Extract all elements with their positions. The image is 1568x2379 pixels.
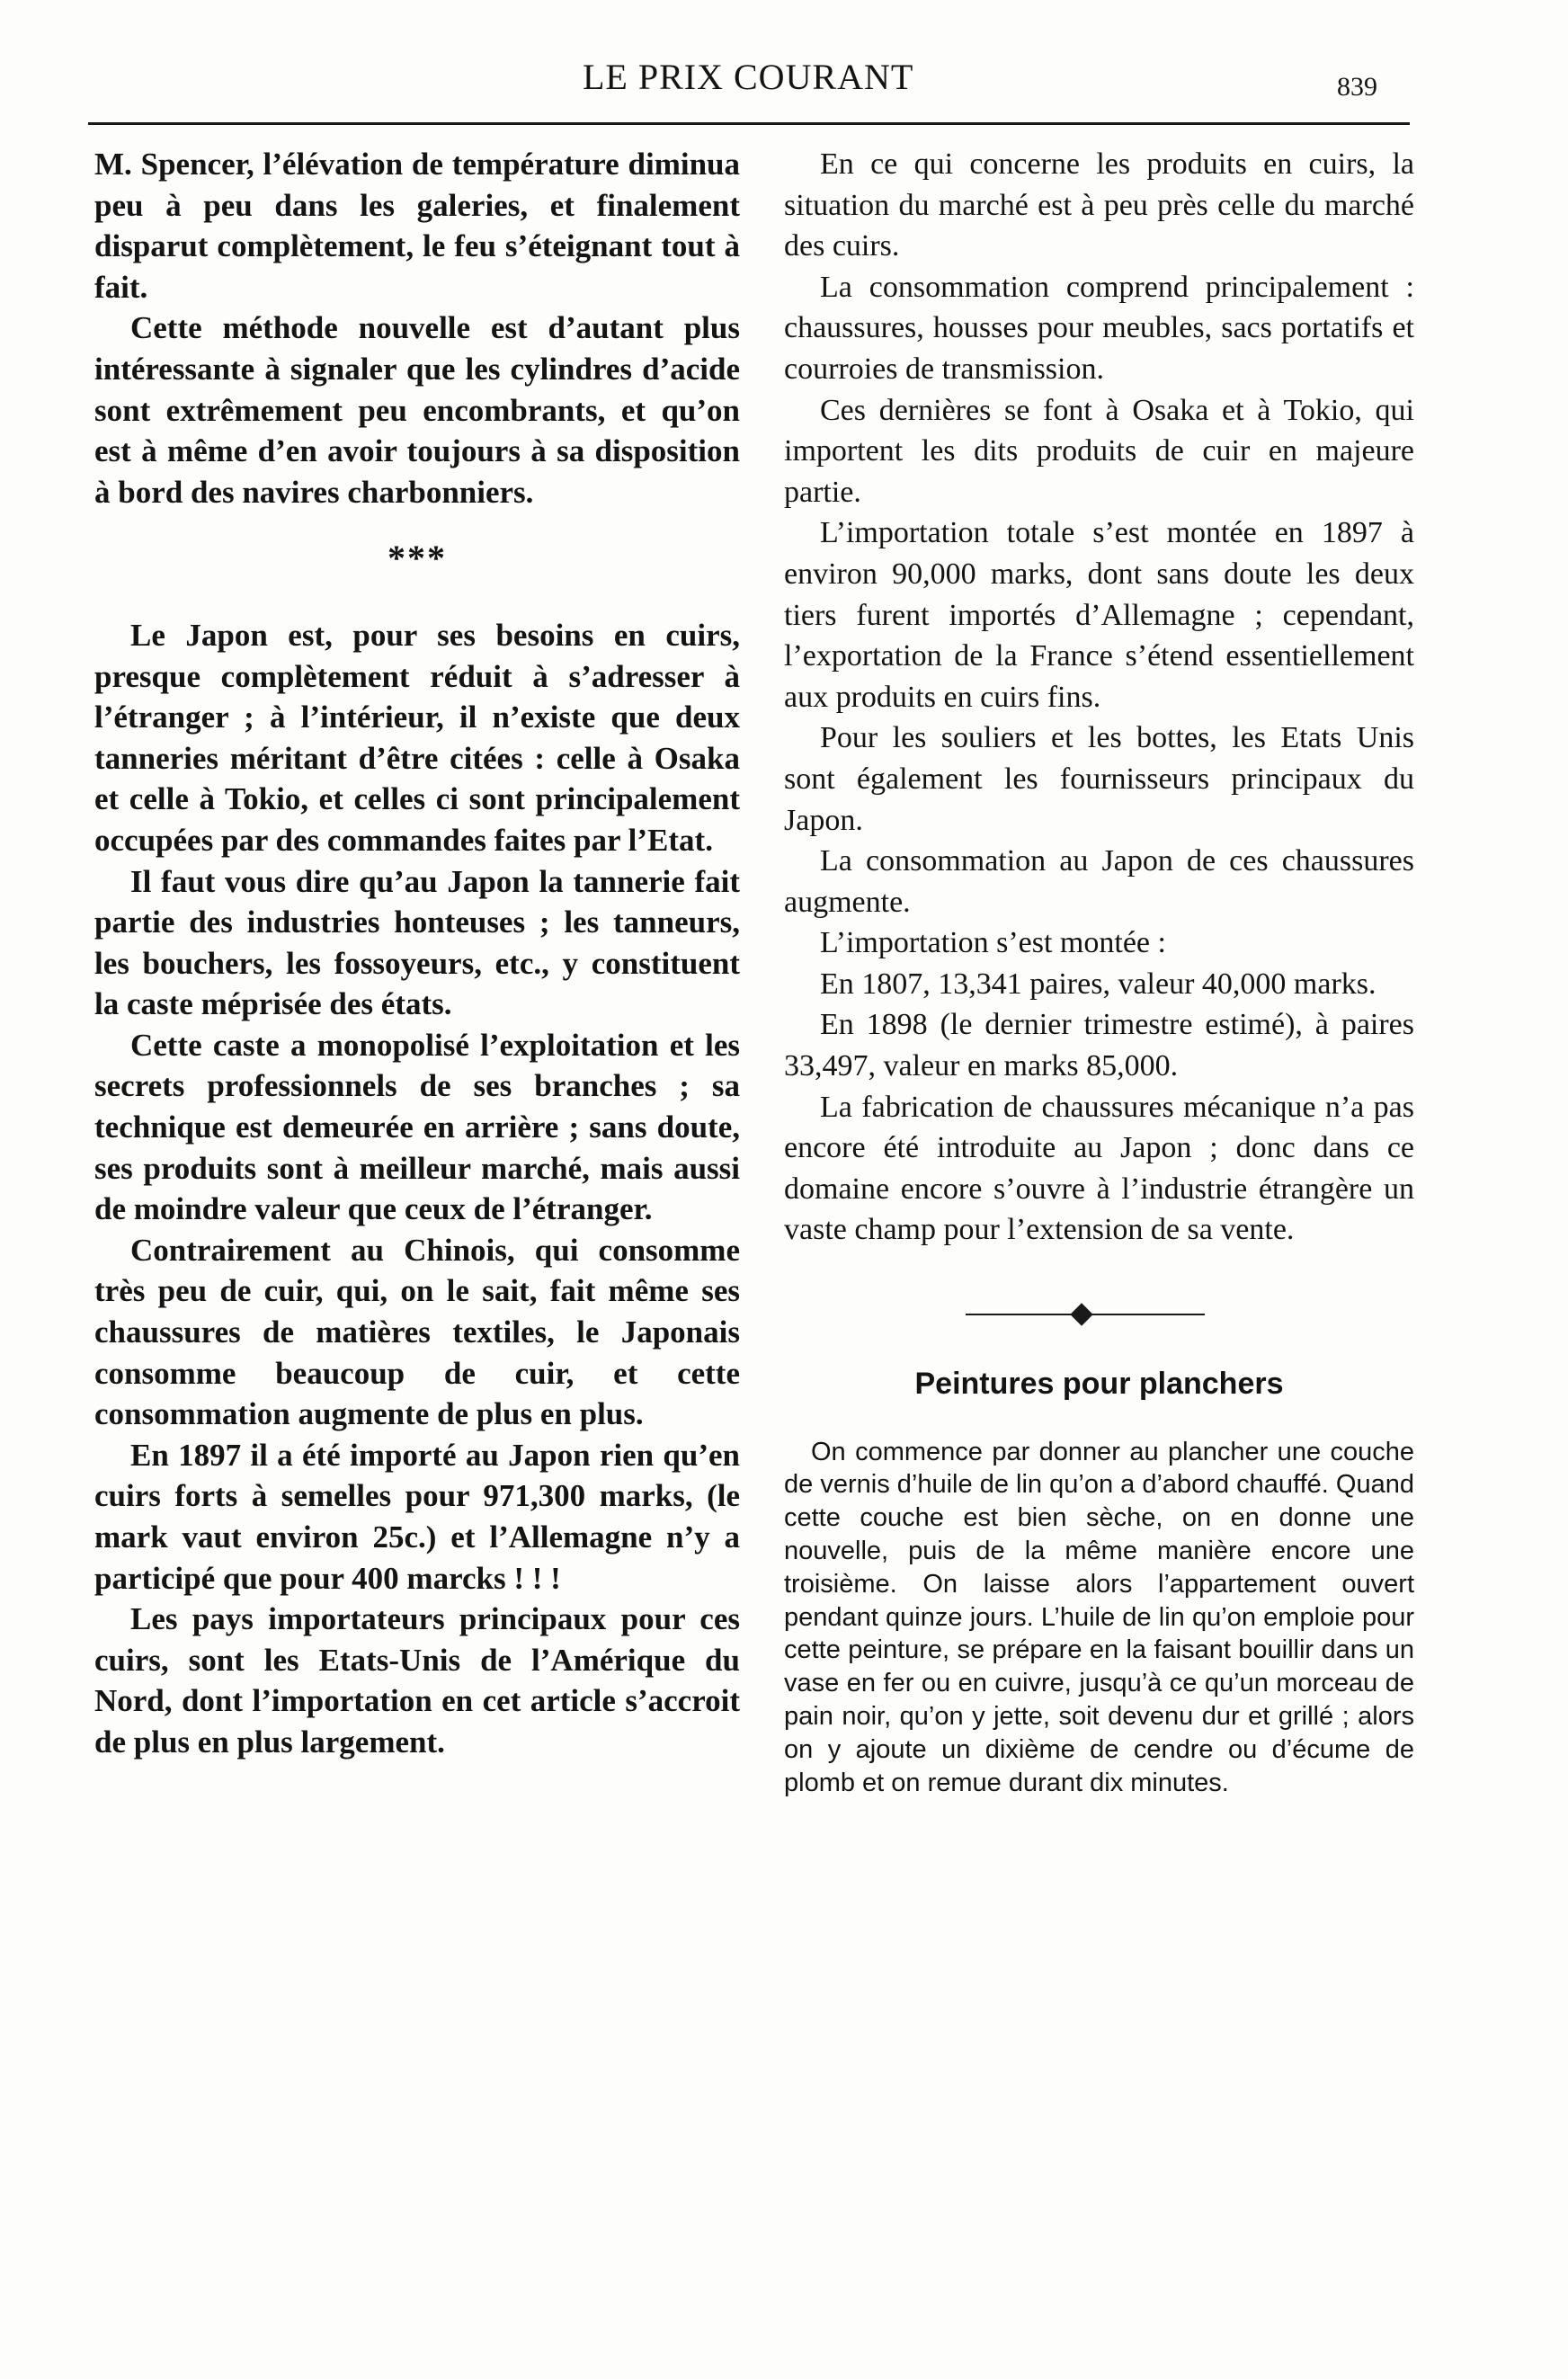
paragraph: Les pays importateurs principaux pour ces cuirs, sont les Etats-Unis de l’Amérique du Nord, dont l’importation en cet article s’accroit de plus en plus largement.	[94, 1601, 740, 1760]
asterism-divider: ***	[388, 538, 447, 579]
paragraph: Cette caste a monopolisé l’exploitation et les secrets professionnels de ses branches ; sa technique est demeurée en arrière ; sans doute, ses produits sont à meilleur marché, mais aussi de moindre valeur que ceux de l’étranger.	[94, 1027, 740, 1227]
paragraph: L’importation s’est montée :	[820, 926, 1166, 960]
paragraph: Le Japon est, pour ses besoins en cuirs, presque complètement réduit à s’adresser à l’étranger ; à l’intérieur, il n’existe que deux tanneries méritant d’être citées : celle à Osaka et celle à Tokio, et celles ci sont principalement occupées par des commandes faites par l’Etat.	[94, 617, 740, 858]
paragraph: Contrairement au Chinois, qui consomme très peu de cuir, qui, on le sait, fait même ses chaussures de matières textiles, le Japonais consomme beaucoup de cuir, et cette consommation augmente de plus en plus.	[94, 1232, 740, 1432]
paragraph: En ce qui concerne les produits en cuirs, la situation du marché est à peu près celle du marché des cuirs.	[784, 147, 1414, 263]
paragraph: Il faut vous dire qu’au Japon la tannerie fait partie des industries honteuses ; les tanneurs, les bouchers, les fossoyeurs, etc., y constituent la caste méprisée des états.	[94, 863, 740, 1022]
paragraph: L’importation totale s’est montée en 1897 à environ 90,000 marks, dont sans doute les deux tiers furent importés d’Allemagne ; cependant, l’exportation de la France s’étend essentiellement aux produits en cuirs fins.	[784, 516, 1414, 714]
paragraph: Pour les souliers et les bottes, les Etats Unis sont également les fournisseurs principaux du Japon.	[784, 721, 1414, 837]
section-body	[784, 1436, 1414, 1800]
paragraph: En 1898 (le dernier trimestre estimé), à paires 33,497, valeur en marks 85,000.	[784, 1008, 1414, 1083]
paragraph: La fabrication de chaussures mécanique n’a pas encore été introduite au Japon ; donc dans ce domaine encore s’ouvre à l’industrie étrangère un vaste champ pour l’extension de sa vente.	[784, 1090, 1414, 1247]
paragraph: En 1807, 13,341 paires, valeur 40,000 marks.	[820, 967, 1376, 1001]
paragraph: La consommation comprend principalement : chaussures, housses pour meubles, sacs portatifs et courroies de transmission.	[784, 270, 1414, 386]
page-number: 839	[1337, 72, 1377, 102]
paragraph: La consommation au Japon de ces chaussures augmente.	[784, 844, 1414, 919]
paragraph: On commence par donner au plancher une couche de vernis d’huile de lin qu’on a d’abord chauffé. Quand cette couche est bien sèche, on en donne une nouvelle, puis de la même manière encore une troisième. On laisse alors l’appartement ouvert pendant quinze jours. L’huile de lin qu’on emploie pour cette peinture, se prépare en la faisant bouillir dans un vase en fer ou en cuivre, jusqu’à ce qu’un morceau de pain noir, qu’on y jette, soit devenu dur et grillé ; alors on y ajoute un dixième de cendre ou d’écume de plomb et on remue durant dix minutes.	[784, 1437, 1414, 1797]
section-title: Peintures pour planchers	[914, 1367, 1284, 1402]
diamond-ornament-icon	[1070, 1303, 1092, 1325]
section-separator	[784, 1301, 1414, 1328]
left-column	[94, 144, 740, 1763]
paragraph: Ces dernières se font à Osaka et à Tokio, qui importent les dits produits de cuir en majeure partie.	[784, 393, 1414, 509]
paragraph: Cette méthode nouvelle est d’autant plus intéressante à signaler que les cylindres d’acide sont extrêmement peu encombrants, et qu’on est à même d’en avoir toujours à sa disposition à bord des navires charbonniers.	[94, 310, 740, 510]
header-rule	[88, 122, 1410, 125]
journal-title: LE PRIX COURANT	[583, 57, 914, 97]
paragraph: M. Spencer, l’élévation de température diminua peu à peu dans les galeries, et finalement disparut complètement, le feu s’éteignant tout à fait.	[94, 147, 740, 305]
running-head	[0, 56, 1568, 110]
paragraph: En 1897 il a été importé au Japon rien qu’en cuirs forts à semelles pour 971,300 marks, (le mark vaut environ 25c.) et l’Allemagne n’y a participé que pour 400 marcks ! ! !	[94, 1437, 740, 1596]
right-column	[784, 144, 1414, 1799]
